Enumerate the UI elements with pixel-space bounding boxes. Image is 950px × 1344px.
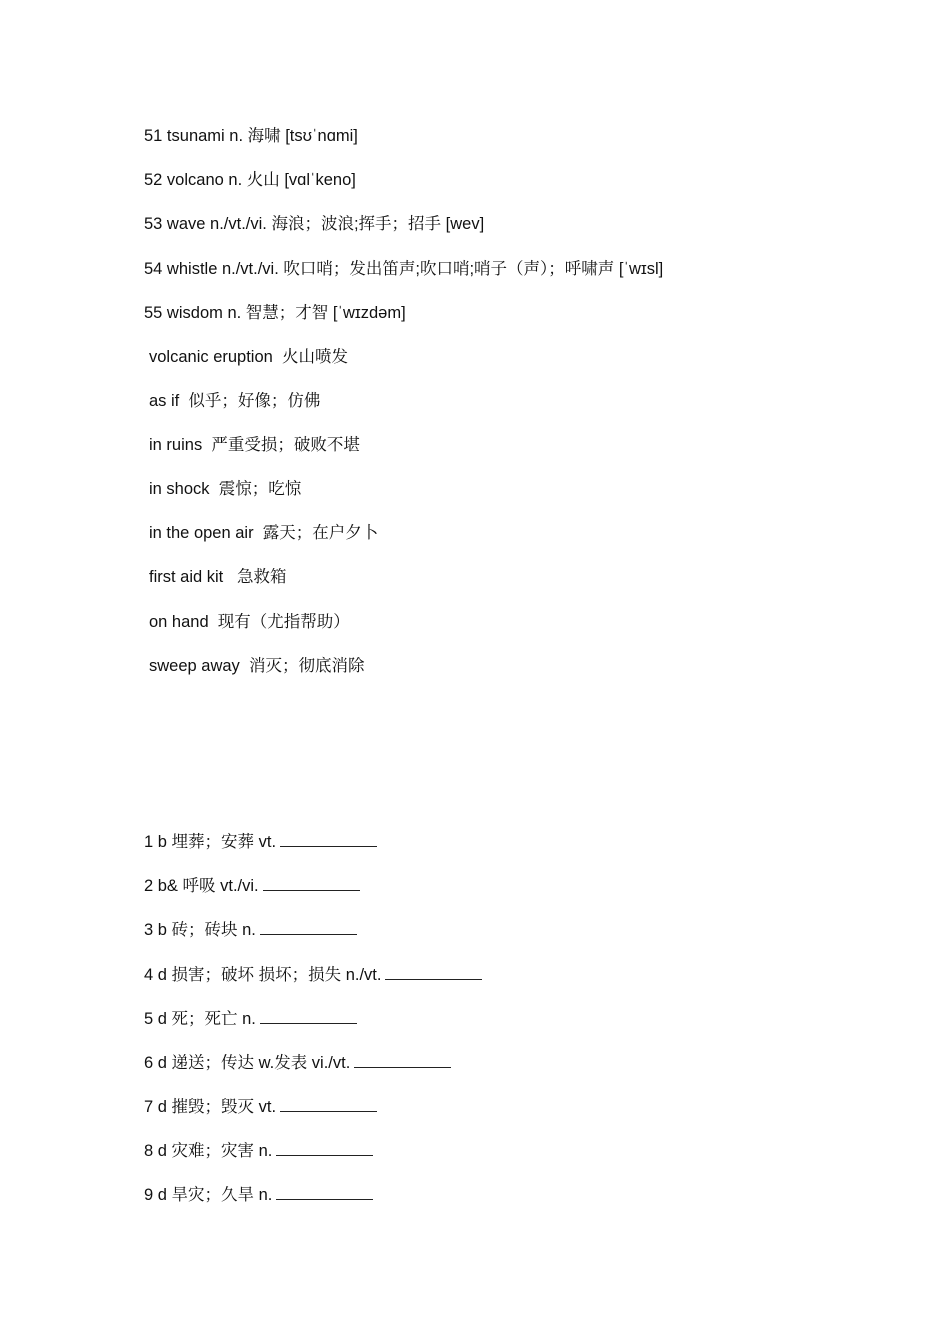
exercise-prompt: 7 d 摧毁；毁灭 vt. bbox=[144, 1098, 277, 1116]
exercise-prompt: 8 d 灾难；灾害 n. bbox=[144, 1142, 273, 1160]
phrase-item: in shock 震惊；吃惊 bbox=[149, 480, 302, 498]
answer-blank[interactable] bbox=[276, 1141, 373, 1156]
exercise-item bbox=[144, 875, 360, 897]
answer-blank[interactable] bbox=[280, 832, 377, 847]
answer-blank[interactable] bbox=[385, 965, 482, 980]
answer-blank[interactable] bbox=[260, 920, 357, 935]
answer-blank[interactable] bbox=[260, 1009, 357, 1024]
exercise-prompt: 9 d 旱灾；久旱 n. bbox=[144, 1186, 273, 1204]
answer-blank[interactable] bbox=[263, 876, 360, 891]
exercise-item bbox=[144, 1184, 373, 1206]
exercise-item bbox=[144, 1008, 357, 1030]
exercise-item bbox=[144, 964, 482, 986]
answer-blank[interactable] bbox=[280, 1097, 377, 1112]
vocab-item-54: 54 whistle n./vt./vi. 吹口哨；发出笛声;吹口哨;哨子（声）；呼啸声 [ˈwɪsl] bbox=[144, 260, 664, 278]
exercise-prompt: 3 b 砖；砖块 n. bbox=[144, 921, 256, 939]
exercise-item bbox=[144, 1052, 451, 1074]
exercise-item bbox=[144, 831, 377, 853]
vocab-item-52: 52 volcano n. 火山 [vɑlˈkeno] bbox=[144, 171, 356, 189]
exercise-prompt: 5 d 死；死亡 n. bbox=[144, 1010, 256, 1028]
exercise-item bbox=[144, 919, 357, 941]
exercise-prompt: 4 d 损害；破坏 损坏；损失 n./vt. bbox=[144, 966, 382, 984]
phrase-item: volcanic eruption 火山喷发 bbox=[149, 348, 348, 366]
vocab-item-53: 53 wave n./vt./vi. 海浪；波浪;挥手；招手 [wev] bbox=[144, 215, 485, 233]
vocab-item-55: 55 wisdom n. 智慧；才智 [ˈwɪzdəm] bbox=[144, 304, 406, 322]
phrase-item: in ruins 严重受损；破败不堪 bbox=[149, 436, 360, 454]
phrase-item: first aid kit 急救箱 bbox=[149, 568, 287, 586]
exercise-prompt: 2 b& 呼吸 vt./vi. bbox=[144, 877, 259, 895]
phrase-item: sweep away 消灭；彻底消除 bbox=[149, 657, 365, 675]
phrase-item: in the open air 露天；在户夕卜 bbox=[149, 524, 379, 542]
exercise-prompt: 6 d 递送；传达 w.发表 vi./vt. bbox=[144, 1054, 351, 1072]
answer-blank[interactable] bbox=[354, 1053, 451, 1068]
phrase-item: as if 似乎；好像；仿佛 bbox=[149, 392, 321, 410]
vocab-item-51: 51 tsunami n. 海啸 [tsʊˈnɑmi] bbox=[144, 127, 358, 145]
exercise-prompt: 1 b 埋葬；安葬 vt. bbox=[144, 833, 277, 851]
exercise-item bbox=[144, 1140, 373, 1162]
phrase-item: on hand 现有（尤指帮助） bbox=[149, 613, 350, 631]
exercise-item bbox=[144, 1096, 377, 1118]
answer-blank[interactable] bbox=[276, 1185, 373, 1200]
